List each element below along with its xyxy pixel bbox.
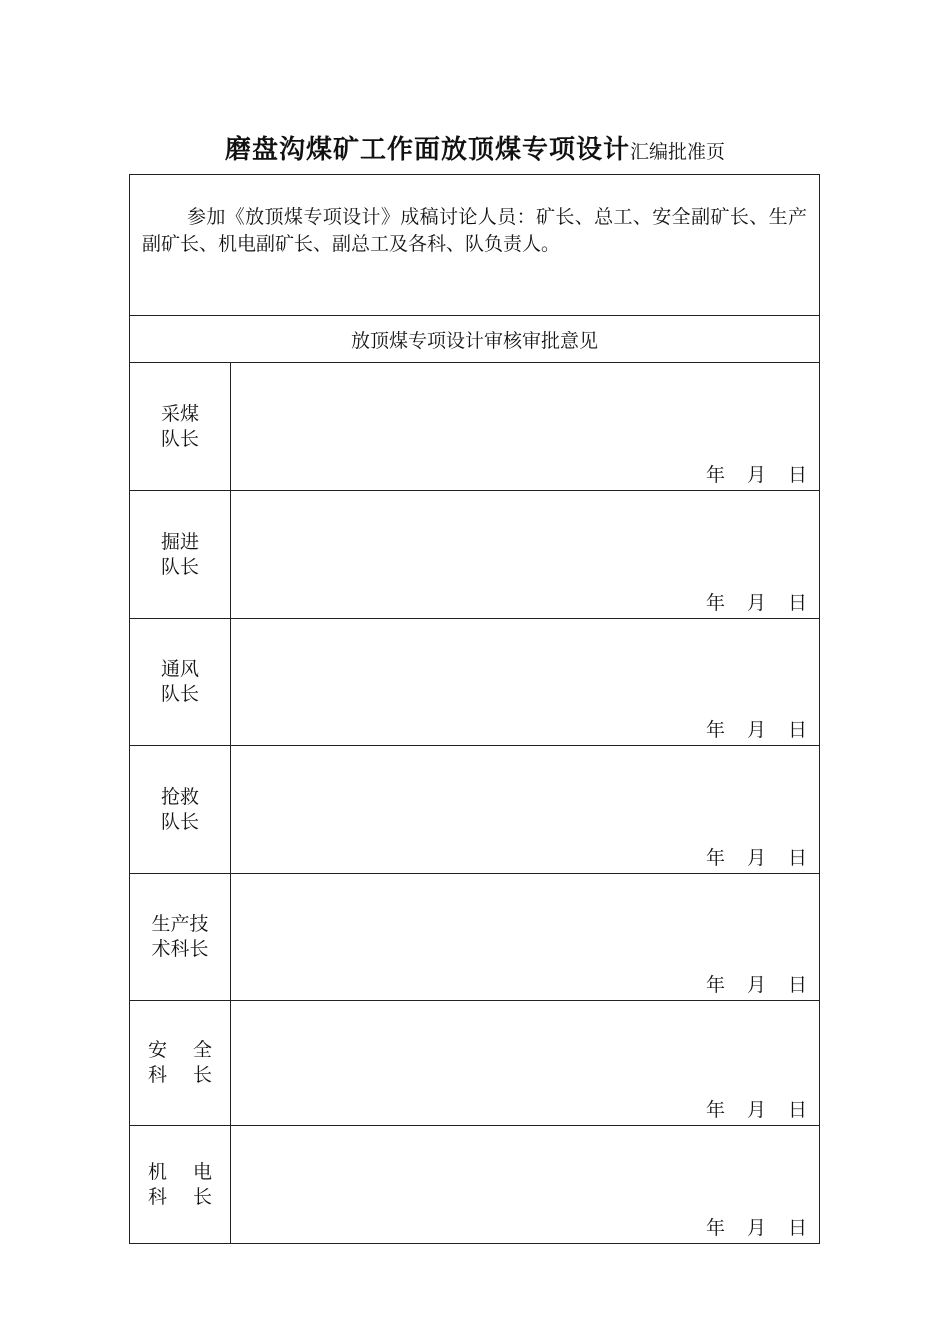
role-label: 机 电 科 长 — [130, 1126, 231, 1244]
role-label — [130, 491, 231, 619]
date-line: 年 月 日 — [705, 592, 808, 614]
role-label-line2: 队长 — [160, 683, 199, 705]
opinion-cell[interactable] — [231, 619, 820, 746]
role-label — [130, 874, 231, 1001]
date-line: 年 月 日 — [705, 974, 808, 996]
opinion-cell[interactable] — [231, 1126, 820, 1244]
opinion-cell[interactable] — [231, 874, 820, 1001]
page-title — [0, 130, 950, 173]
title-main: 磨盘沟煤矿工作面放顶煤专项设计 — [224, 135, 630, 165]
table-row — [130, 874, 820, 1001]
role-label — [130, 619, 231, 746]
opinion-cell[interactable] — [231, 363, 820, 491]
opinion-cell[interactable] — [231, 491, 820, 619]
section-header: 放顶煤专项设计审核审批意见 — [130, 316, 820, 363]
date-line: 年 月 日 — [705, 464, 808, 486]
approval-table — [129, 174, 820, 1244]
role-label-line2: 队长 — [160, 810, 199, 833]
role-label-line2: 队长 — [160, 555, 199, 578]
role-label-line1: 掘进 — [160, 530, 199, 553]
role-label — [130, 746, 231, 874]
intro-row — [130, 175, 820, 316]
role-label: 安 全 科 长 — [130, 1001, 231, 1126]
table-row — [130, 746, 820, 874]
date-line: 年 月 日 — [705, 1217, 808, 1239]
table-row — [130, 619, 820, 746]
title-sub: 汇编批准页 — [630, 141, 726, 163]
opinion-cell[interactable] — [231, 746, 820, 874]
table-row — [130, 1126, 820, 1244]
table-row — [130, 1001, 820, 1126]
role-label-line2: 术科长 — [151, 938, 209, 960]
table-row — [130, 491, 820, 619]
role-label-line1: 生产技 — [151, 913, 209, 935]
section-header-row — [130, 316, 820, 363]
role-label-line1: 抢救 — [160, 785, 199, 808]
date-line: 年 月 日 — [705, 1099, 808, 1121]
role-label-line1: 通风 — [160, 658, 199, 680]
opinion-cell[interactable] — [231, 1001, 820, 1126]
date-line: 年 月 日 — [705, 847, 808, 869]
role-label-line1: 采煤 — [160, 402, 199, 425]
role-label-line2: 队长 — [160, 427, 199, 450]
date-line: 年 月 日 — [705, 719, 808, 741]
table-row — [130, 363, 820, 491]
role-label — [130, 363, 231, 491]
intro-text: 参加《放顶煤专项设计》成稿讨论人员：矿长、总工、安全副矿长、生产副矿长、机电副矿长、副总工及各科、队负责人。 — [130, 175, 820, 316]
